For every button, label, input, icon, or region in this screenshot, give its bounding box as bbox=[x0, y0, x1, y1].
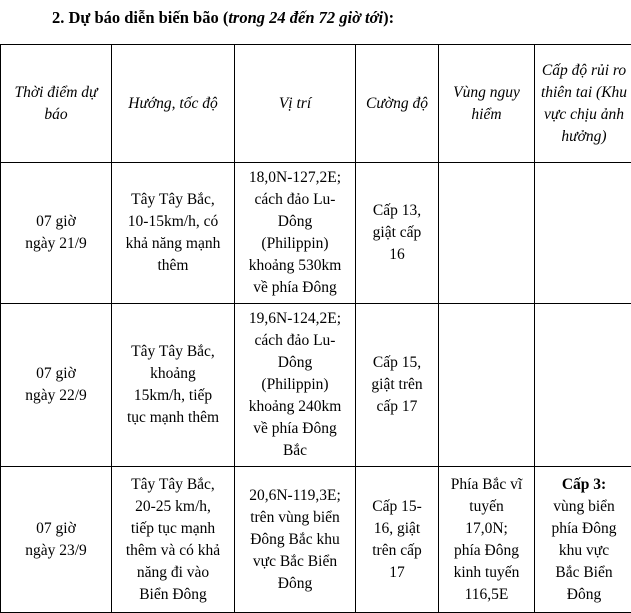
cell-risk-level bbox=[535, 467, 631, 613]
cell-direction bbox=[112, 467, 235, 613]
header-direction: Hướng, tốc độ bbox=[112, 45, 235, 163]
cell-line: về phía Đông bbox=[238, 418, 352, 440]
cell-line: phía Đông bbox=[538, 518, 630, 540]
cell-line: vực Bắc Biển bbox=[238, 551, 352, 573]
cell-line: khoảng bbox=[115, 363, 231, 385]
cell-line: Đông bbox=[538, 584, 630, 606]
cell-danger-zone bbox=[439, 163, 535, 304]
cell-line: Biển Đông bbox=[115, 584, 231, 606]
header-time: Thời điểm dự báo bbox=[1, 45, 112, 163]
cell-time bbox=[1, 467, 112, 613]
section-heading bbox=[52, 8, 394, 28]
cell-line: khoảng 530km bbox=[238, 255, 352, 277]
cell-line: 16, giật bbox=[359, 518, 435, 540]
cell-line: Cấp 13, bbox=[359, 200, 435, 222]
cell-line: Dông bbox=[238, 211, 352, 233]
cell-risk-level bbox=[535, 163, 631, 304]
forecast-table bbox=[0, 44, 631, 613]
cell-line: về phía Đông bbox=[238, 277, 352, 299]
cell-intensity bbox=[356, 304, 439, 467]
cell-danger-zone bbox=[439, 467, 535, 613]
cell-line: thêm bbox=[115, 255, 231, 277]
cell-risk-level bbox=[535, 304, 631, 467]
header-position: Vị trí bbox=[235, 45, 356, 163]
cell-line: Đông bbox=[238, 573, 352, 595]
cell-line: 07 giờ bbox=[4, 211, 108, 233]
cell-line: 19,6N-124,2E; bbox=[238, 308, 352, 330]
heading-end: ): bbox=[383, 8, 394, 27]
cell-line: vùng biển bbox=[538, 496, 630, 518]
cell-line: Cấp 15, bbox=[359, 352, 435, 374]
cell-line: giật cấp bbox=[359, 222, 435, 244]
cell-intensity bbox=[356, 467, 439, 613]
cell-line: kinh tuyến bbox=[442, 562, 531, 584]
cell-line: Cấp 15- bbox=[359, 496, 435, 518]
cell-line: 07 giờ bbox=[4, 518, 108, 540]
table-row bbox=[1, 163, 631, 304]
cell-danger-zone bbox=[439, 304, 535, 467]
header-risk-level: Cấp độ rủi ro thiên tai (Khu vực chịu ảnh hưởng) bbox=[535, 45, 631, 163]
cell-line: Đông Bắc khu bbox=[238, 529, 352, 551]
cell-direction bbox=[112, 304, 235, 467]
cell-line: 20,6N-119,3E; bbox=[238, 485, 352, 507]
risk-level-label: Cấp 3: bbox=[538, 474, 630, 496]
cell-line: năng đi vào bbox=[115, 562, 231, 584]
cell-line: khả năng mạnh bbox=[115, 233, 231, 255]
cell-direction bbox=[112, 163, 235, 304]
heading-main: 2. Dự báo diễn biến bão ( bbox=[52, 8, 228, 27]
cell-line: 116,5E bbox=[442, 584, 531, 606]
cell-position bbox=[235, 304, 356, 467]
heading-italic: trong 24 đến 72 giờ tới bbox=[228, 8, 383, 27]
cell-line: 15km/h, tiếp bbox=[115, 385, 231, 407]
cell-line: tuyến bbox=[442, 496, 531, 518]
header-intensity: Cường độ bbox=[356, 45, 439, 163]
cell-line: Dông bbox=[238, 352, 352, 374]
cell-line: tiếp tục mạnh bbox=[115, 518, 231, 540]
cell-line: cách đảo Lu- bbox=[238, 330, 352, 352]
table-row bbox=[1, 304, 631, 467]
cell-line: tục mạnh thêm bbox=[115, 407, 231, 429]
cell-line: 17,0N; bbox=[442, 518, 531, 540]
cell-line: phía Đông bbox=[442, 540, 531, 562]
cell-line: 07 giờ bbox=[4, 363, 108, 385]
cell-line: 20-25 km/h, bbox=[115, 496, 231, 518]
cell-line: Phía Bắc vĩ bbox=[442, 474, 531, 496]
table-header-row bbox=[1, 45, 631, 163]
cell-line: ngày 21/9 bbox=[4, 233, 108, 255]
cell-line: ngày 23/9 bbox=[4, 540, 108, 562]
cell-line: 16 bbox=[359, 244, 435, 266]
cell-line: ngày 22/9 bbox=[4, 385, 108, 407]
cell-line: khoảng 240km bbox=[238, 396, 352, 418]
cell-line: giật trên bbox=[359, 374, 435, 396]
cell-line: Bắc bbox=[238, 440, 352, 462]
table-row bbox=[1, 467, 631, 613]
cell-time bbox=[1, 163, 112, 304]
cell-line: 18,0N-127,2E; bbox=[238, 167, 352, 189]
cell-line: Tây Tây Bắc, bbox=[115, 189, 231, 211]
header-danger-zone: Vùng nguy hiểm bbox=[439, 45, 535, 163]
cell-position bbox=[235, 467, 356, 613]
cell-line: trên cấp bbox=[359, 540, 435, 562]
cell-line: 17 bbox=[359, 562, 435, 584]
cell-line: Tây Tây Bắc, bbox=[115, 341, 231, 363]
cell-line: 10-15km/h, có bbox=[115, 211, 231, 233]
cell-line: trên vùng biển bbox=[238, 507, 352, 529]
cell-line: Tây Tây Bắc, bbox=[115, 474, 231, 496]
cell-line: cách đảo Lu- bbox=[238, 189, 352, 211]
cell-position bbox=[235, 163, 356, 304]
risk-level-area bbox=[538, 496, 630, 606]
cell-line: thêm và có khả bbox=[115, 540, 231, 562]
cell-line: Bắc Biển bbox=[538, 562, 630, 584]
cell-time bbox=[1, 304, 112, 467]
cell-line: (Philippin) bbox=[238, 233, 352, 255]
cell-line: khu vực bbox=[538, 540, 630, 562]
cell-line: (Philippin) bbox=[238, 374, 352, 396]
cell-line: cấp 17 bbox=[359, 396, 435, 418]
cell-intensity bbox=[356, 163, 439, 304]
